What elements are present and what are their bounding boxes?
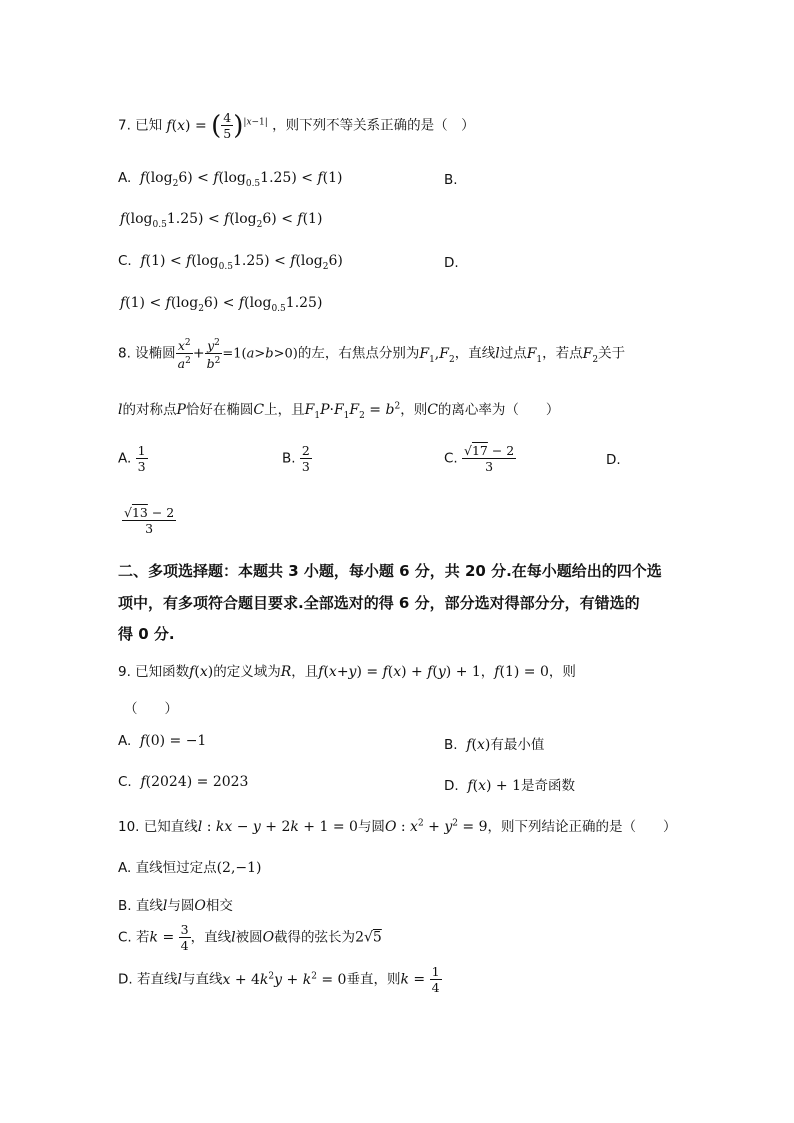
option-label: A. bbox=[118, 450, 132, 467]
q8-stem-text: ，直线 bbox=[454, 345, 496, 362]
q8-option-d-math: $\frac{√13 - 2}{3}$ bbox=[124, 505, 175, 536]
q9-domain: R bbox=[280, 664, 292, 680]
q8-stem: 8. 设椭圆 $\frac{x^2}{a^2}$ + $\frac{y^2}{b^2}$ =1(a>b>0)的左，右焦点分别为$F_1,F_2$，直线l过点$F_1$，若点$F_2$关于 bbox=[118, 338, 626, 372]
option-text: 垂直，则 bbox=[346, 971, 401, 988]
q10-option-d: D. 若直线l与直线$x + 4k^2y + k^2 = 0$垂直，则k = $\frac{1}{4}$ bbox=[118, 964, 440, 995]
q10-stem-text: ，则下列结论正确的是（ ） bbox=[487, 819, 677, 835]
option-label: C. bbox=[118, 774, 132, 790]
option-label: C. bbox=[118, 253, 132, 269]
option-text: B. 直线 bbox=[118, 898, 163, 914]
option-label: B. bbox=[282, 450, 296, 467]
section2-line3: 得 0 分. bbox=[118, 625, 175, 643]
q9-option-b: B. f(x)有最小值 bbox=[444, 737, 545, 753]
section2-line1: 二、多项选择题：本题共 3 小题，每小题 6 分，共 20 分.在每小题给出的四个选 bbox=[118, 562, 662, 580]
q9-stem: 9. 已知函数f(x)的定义域为R，且f(x+y) = f(x) + f(y) + 1，f(1) = 0，则 bbox=[118, 664, 576, 680]
q8-stem-text: 的对称点 bbox=[122, 402, 177, 418]
q9-option-d: D. f(x) + 1是奇函数 bbox=[444, 778, 575, 794]
q8-stem-text: 过点 bbox=[499, 345, 527, 362]
q8-option-d bbox=[606, 452, 621, 468]
option-text: 相交 bbox=[205, 898, 233, 914]
q7-option-d-math: $f(1) < f(\log_26) < f(\log_{0.5}1.25)$ bbox=[120, 295, 323, 314]
q7-option-b-math: $f(\log_{0.5}1.25) < f(\log_26) < f(1)$ bbox=[120, 211, 323, 230]
q8-stem-line2: l的对称点P恰好在椭圆C上，且$F_1P\cdot F_1F_2 = b^2$，则C的离心率为（ ） bbox=[118, 401, 560, 421]
q7-option-a bbox=[118, 170, 342, 189]
q8-stem-text: ，若点 bbox=[542, 345, 583, 362]
q7-function-def: f(x) = ( $\frac{4}{5}$ )$^{|x-1|}$ bbox=[166, 110, 268, 141]
option-text: 是奇函数 bbox=[521, 778, 575, 794]
q9-paren: （ ） bbox=[124, 701, 178, 717]
option-label: D. bbox=[444, 778, 459, 794]
section2-line2: 项中，有多项符合题目要求.全部选对的得 6 分，部分选对得部分分，有错选的 bbox=[118, 594, 640, 612]
option-label: A. bbox=[118, 170, 132, 186]
q10-option-c: C. 若k = $\frac{3}{4}$ ，直线l被圆O截得的弦长为2√5 bbox=[118, 922, 382, 953]
q10-stem-text: 10. 已知直线 bbox=[118, 819, 198, 835]
q7-option-c: C. $f(1) < f(\log_{0.5}1.25) < f(\log_26)$ bbox=[118, 253, 343, 272]
q7-stem-text: 7. 已知 bbox=[118, 117, 163, 134]
q7-stem bbox=[118, 110, 475, 141]
option-text: 与圆 bbox=[167, 898, 195, 914]
option-text: 截得的弦长为 bbox=[274, 929, 356, 946]
q8-stem-text: 关于 bbox=[598, 345, 626, 362]
q8-stem-text: 恰好在椭圆 bbox=[185, 402, 254, 418]
option-text: D. 若直线 bbox=[118, 971, 178, 988]
q9-stem-text: ，则 bbox=[548, 664, 576, 680]
q7-option-a-math: $f(\log_26) < f(\log_{0.5}1.25) < f(1)$ bbox=[140, 170, 343, 189]
q10-option-a: A. 直线恒过定点(2,−1) bbox=[118, 860, 262, 876]
option-text: 被圆 bbox=[235, 929, 263, 946]
q10-stem-text: 与圆 bbox=[357, 819, 385, 835]
option-text: 与直线 bbox=[181, 971, 223, 988]
option-label: C. bbox=[444, 450, 458, 467]
option-label: D. bbox=[444, 255, 459, 271]
q7-option-b bbox=[444, 172, 458, 188]
q8-stem-text: ，则 bbox=[400, 402, 428, 418]
q9-option-a: A. f(0) = −1 bbox=[118, 733, 207, 749]
option-text: ，直线 bbox=[190, 929, 232, 946]
q7-option-d bbox=[444, 255, 459, 271]
q8-option-c: C. $\frac{√17 - 2}{3}$ bbox=[444, 443, 515, 474]
q8-vector-expr: $F_1P\cdot F_1F_2 = b^2$ bbox=[304, 401, 401, 421]
q8-stem-text: 的左，右焦点分别为 bbox=[297, 345, 420, 362]
option-label: A. bbox=[118, 733, 132, 749]
q9-stem-text: 的定义域为 bbox=[213, 664, 281, 680]
option-label: B. bbox=[444, 172, 458, 188]
q8-stem-text: 上，且 bbox=[264, 402, 305, 418]
q9-stem-text: 9. 已知函数 bbox=[118, 664, 190, 680]
option-label: B. bbox=[444, 737, 458, 753]
q8-stem-text: 8. 设椭圆 bbox=[118, 345, 176, 362]
option-label: D. bbox=[606, 452, 621, 468]
q9-stem-text: ，且 bbox=[291, 664, 319, 680]
option-text: 有最小值 bbox=[490, 737, 545, 753]
q10-option-b: B. 直线l与圆O相交 bbox=[118, 898, 233, 914]
q10-stem: 10. 已知直线l : kx − y + 2k + 1 = 0与圆O : $x^2 + y^2 = 9$，则下列结论正确的是（ ） bbox=[118, 818, 677, 835]
option-text: A. 直线恒过定点 bbox=[118, 860, 217, 876]
q7-stem-end: ，则下列不等关系正确的是（ ） bbox=[272, 117, 475, 134]
q8-stem-text: 的离心率为（ ） bbox=[437, 402, 560, 418]
q8-option-a: A. $\frac{1}{3}$ bbox=[118, 443, 146, 474]
q8-option-b: B. $\frac{2}{3}$ bbox=[282, 443, 310, 474]
option-text: C. 若 bbox=[118, 929, 150, 946]
q9-option-c: C. f(2024) = 2023 bbox=[118, 774, 249, 790]
